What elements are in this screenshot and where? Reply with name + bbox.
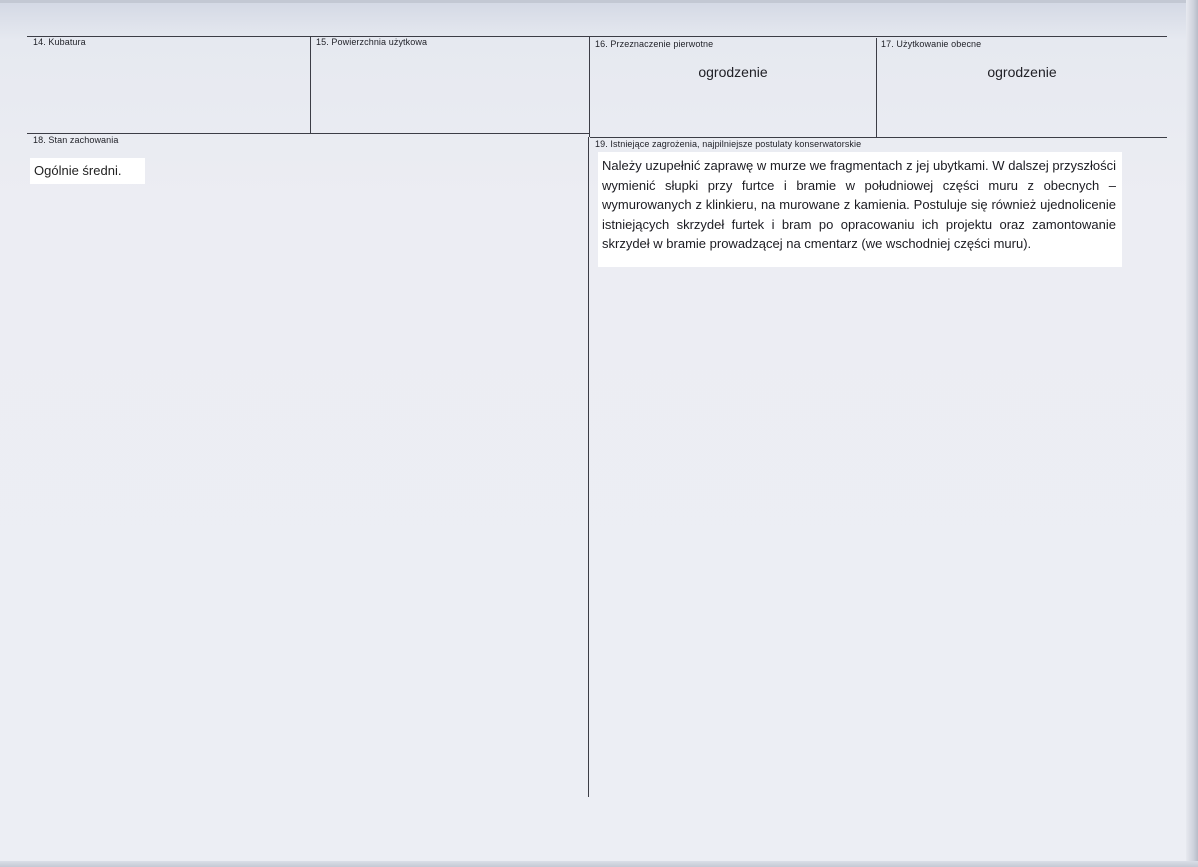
divider-14-15 — [310, 36, 311, 133]
row1-bottom-border-right — [590, 137, 1167, 138]
field-19-value-box — [598, 152, 1122, 267]
divider-15-16 — [589, 36, 590, 137]
field-17-value: ogrodzenie — [987, 64, 1057, 80]
field-19-label: 19. Istniejące zagrożenia, najpilniejsze postulaty konserwatorskie — [595, 139, 862, 149]
row1-top-border — [27, 36, 1167, 37]
row1-bottom-border-left — [27, 133, 590, 134]
field-17-label: 17. Użytkowanie obecne — [881, 39, 982, 49]
field-16-value: ogrodzenie — [698, 64, 768, 80]
scan-top-edge — [0, 0, 1198, 3]
field-18-value-box — [30, 158, 145, 184]
field-19-value: Należy uzupełnić zaprawę w murze we fragmentach z jej ubytkami. W dalszej przyszłości wymienić słupki przy furtce i bramie w południowej części muru z obecnych – wymurowanych z klinkieru, na murowane z kamienia. Postuluje się również ujednolicenie istniejących skrzydeł furtek i bram po opracowaniu ich projektu oraz zamontowanie skrzydeł w bramie prowadzącej na cmentarz (we wschodniej części muru). — [602, 158, 1116, 251]
field-18-label: 18. Stan zachowania — [33, 135, 119, 145]
field-15-label: 15. Powierzchnia użytkowa — [316, 37, 428, 47]
field-14-label: 14. Kubatura — [33, 37, 86, 47]
scan-bottom-edge — [0, 861, 1198, 867]
divider-18-19 — [588, 137, 589, 797]
divider-16-17 — [876, 38, 877, 137]
scan-right-edge — [1186, 0, 1198, 867]
field-18-value: Ogólnie średni. — [34, 163, 122, 178]
field-16-label: 16. Przeznaczenie pierwotne — [595, 39, 714, 49]
